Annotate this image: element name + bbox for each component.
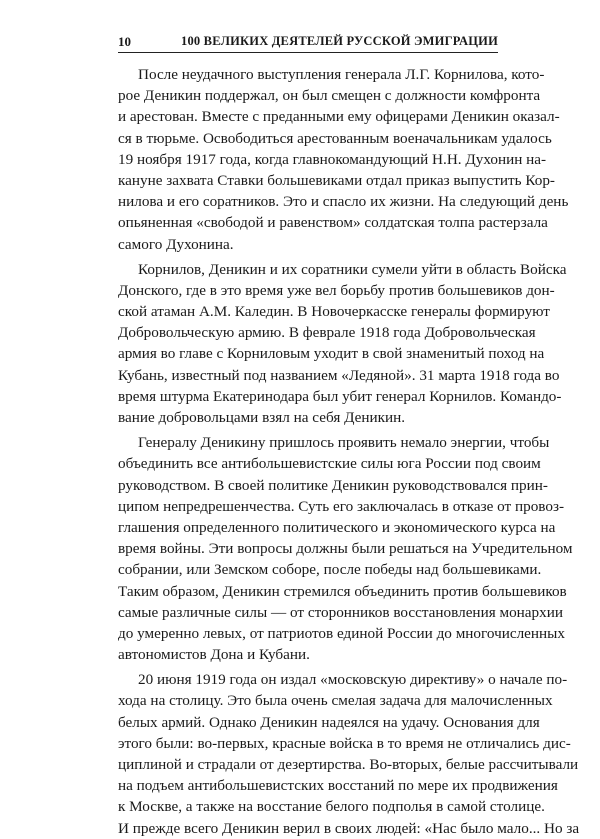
text-line: самые различные силы — от сторонников восстановления монархии xyxy=(118,603,563,621)
text-line: вание добровольцами взял на себя Деникин. xyxy=(118,409,406,426)
page-number: 10 xyxy=(118,34,131,49)
paragraph xyxy=(118,64,569,255)
text-line: нилова и его соратников. Это и спасло их жизни. На следующий день xyxy=(118,193,569,211)
text-line: собрании, или Земском соборе, после победы над большевиками. xyxy=(118,561,542,579)
text-line: этого были: во-первых, красные войска в то время не отличались дис- xyxy=(118,734,571,752)
text-line: объединить все антибольшевистские силы юга России под своим xyxy=(118,455,541,473)
text-line: Генералу Деникину пришлось проявить немало энергии, чтобы xyxy=(138,434,550,452)
page-header xyxy=(118,30,498,53)
text-line: 19 ноября 1917 года, когда главнокомандующий Н.Н. Духонин на- xyxy=(118,150,547,168)
text-line: 20 июня 1919 года он издал «московскую директиву» о начале по- xyxy=(138,671,568,689)
text-line: глашения определенного политического и экономического курса на xyxy=(118,518,556,536)
text-line: руководством. В своей политике Деникин руководствовался прин- xyxy=(118,476,548,494)
text-line: белых армий. Однако Деникин надеялся на удачу. Основания для xyxy=(118,713,540,731)
running-title: 100 ВЕЛИКИХ ДЕЯТЕЛЕЙ РУССКОЙ ЭМИГРАЦИИ xyxy=(181,34,498,48)
text-line: хода на столицу. Это была очень смелая задача для малочисленных xyxy=(118,692,553,710)
text-line: до умеренно левых, от патриотов единой России до многочисленных xyxy=(118,624,565,642)
text-line: к Москве, а также на восстание белого подполья в самой столице. xyxy=(118,798,545,816)
text-line: Донского, где в это время уже вел борьбу против большевиков дон- xyxy=(118,281,555,299)
text-line: И прежде всего Деникин верил в своих людей: «Нас было мало... Но за xyxy=(118,819,580,837)
text-line: кануне захвата Ставки большевиками отдал приказ выпустить Кор- xyxy=(118,171,555,189)
text-line: опьяненная «свободой и равенством» солдатская толпа растерзала xyxy=(118,214,548,232)
text-line: Таким образом, Деникин стремился объединить против большевиков xyxy=(118,582,567,600)
body-text xyxy=(118,64,580,839)
text-line: на подъем антибольшевистских восстаний по мере их продвижения xyxy=(118,777,558,795)
text-line: Корнилов, Деникин и их соратники сумели уйти в область Войска xyxy=(138,260,567,278)
text-line: ской атаман А.М. Каледин. В Новочеркасске генералы формируют xyxy=(118,303,550,321)
text-line: время штурма Екатеринодара был убит генерал Корнилов. Командо- xyxy=(118,387,562,405)
paragraph xyxy=(118,669,580,839)
text-line: ципом непредрешенчества. Суть его заключалась в отказе от провоз- xyxy=(118,497,565,515)
text-line: рое Деникин поддержал, он был смещен с должности комфронта xyxy=(118,87,541,105)
text-line: После неудачного выступления генерала Л.Г. Корнилова, кото- xyxy=(138,66,545,83)
paragraph xyxy=(118,432,573,665)
text-line: самого Духонина. xyxy=(118,235,234,253)
text-line: армия во главе с Корниловым уходит в свой знаменитый поход на xyxy=(118,345,545,363)
text-line: ся в тюрьме. Освободиться арестованным военачальникам удалось xyxy=(118,129,552,147)
text-line: Кубань, известный под названием «Ледяной». 31 марта 1918 года во xyxy=(118,366,560,384)
text-line: циплиной и страдали от дезертирства. Во-вторых, белые рассчитывали xyxy=(118,756,579,773)
paragraph xyxy=(118,259,567,429)
text-line: время войны. Эти вопросы должны были решаться на Учредительном xyxy=(118,540,573,558)
text-line: и арестован. Вместе с преданными ему офицерами Деникин оказал- xyxy=(118,108,560,126)
text-line: автономистов Дона и Кубани. xyxy=(118,646,310,664)
text-line: Добровольческую армию. В феврале 1918 года Добровольческая xyxy=(118,324,536,342)
